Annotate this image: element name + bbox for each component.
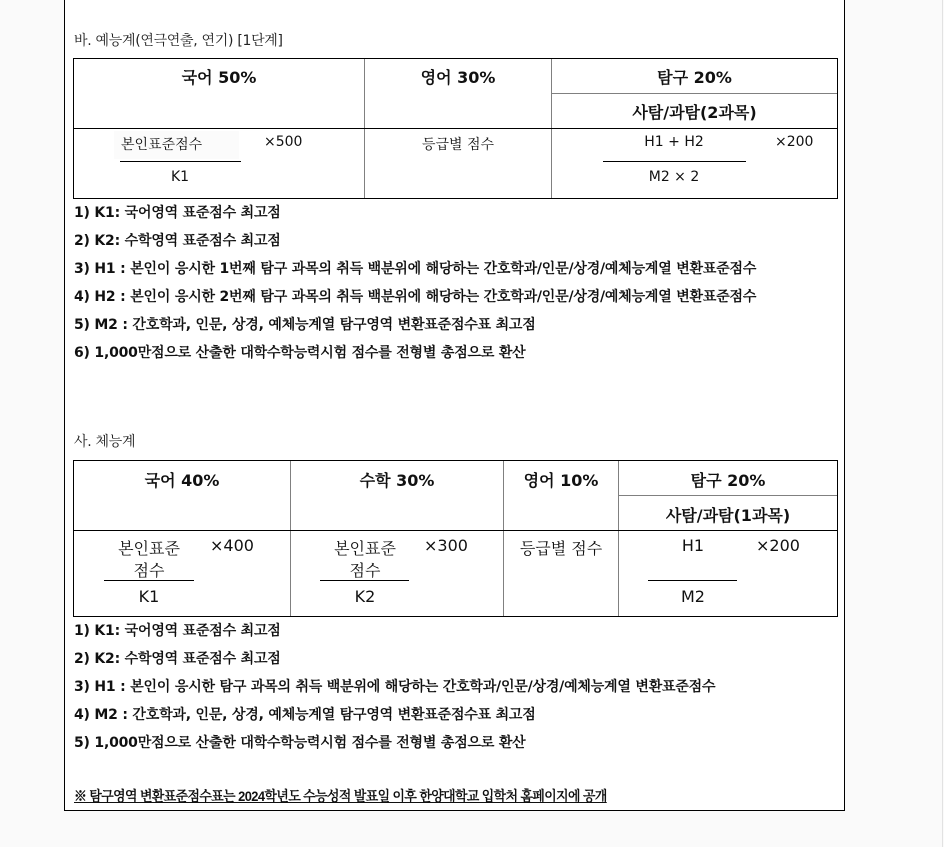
note-item: 6) 1,000만점으로 산출한 대학수학능력시험 점수를 전형별 총점으로 환산 [74, 345, 526, 361]
inquiry-numerator: H1 [681, 536, 705, 555]
inquiry-multiplier: ×200 [756, 536, 800, 555]
korean-multiplier: ×500 [264, 134, 303, 150]
notes-arts [74, 203, 756, 371]
note-item: 4) M2 : 간호학과, 인문, 상경, 예체능계열 탐구영역 변환표준점수표 최고점 [74, 707, 536, 723]
header-inquiry-sub: 사탐/과탐(1과목) [665, 506, 791, 525]
score-table-arts [73, 58, 838, 199]
korean-multiplier: ×400 [210, 536, 254, 555]
header-inquiry-sub: 사탐/과탐(2과목) [632, 103, 757, 122]
note-item: 5) 1,000만점으로 산출한 대학수학능력시험 점수를 전형별 총점으로 환산 [74, 735, 526, 751]
korean-denominator: K1 [138, 587, 160, 606]
note-item: 4) H2 : 본인이 응시한 2번째 탐구 과목의 취득 백분위에 해당하는 간호학과/인문/상경/예체능계열 변환표준점수 [74, 289, 757, 305]
fraction-line [104, 580, 194, 581]
note-item: 1) K1: 국어영역 표준점수 최고점 [74, 623, 281, 639]
fraction-line [603, 161, 746, 162]
note-item: 3) H1 : 본인이 응시한 탐구 과목의 취득 백분위에 해당하는 간호학과/인문/상경/예체능계열 변환표준점수 [74, 679, 716, 695]
english-value: 등급별 점수 [421, 137, 495, 153]
note-item: 2) K2: 수학영역 표준점수 최고점 [74, 651, 281, 667]
fraction-line [120, 161, 241, 162]
header-inquiry: 탐구 20% [657, 68, 732, 87]
note-item: 1) K1: 국어영역 표준점수 최고점 [74, 205, 281, 221]
fraction-line [648, 580, 737, 581]
header-english: 영어 10% [523, 471, 599, 490]
math-numerator: 본인표준 [334, 539, 396, 558]
note-item: 2) K2: 수학영역 표준점수 최고점 [74, 233, 281, 249]
math-numerator-cont: 점수 [349, 561, 381, 580]
math-denominator: K2 [354, 587, 376, 606]
inquiry-numerator: H1 + H2 [644, 134, 704, 150]
section-title-arts: 바. 예능계(연극연출, 연기) [1단계] [74, 33, 283, 49]
inquiry-denominator: M2 × 2 [648, 169, 700, 185]
note-item: 5) M2 : 간호학과, 인문, 상경, 예체능계열 탐구영역 변환표준점수표 최고점 [74, 317, 536, 333]
korean-denominator: K1 [171, 169, 190, 185]
note-item: 3) H1 : 본인이 응시한 1번째 탐구 과목의 취득 백분위에 해당하는 간호학과/인문/상경/예체능계열 변환표준점수 [74, 261, 757, 277]
korean-numerator: 본인표준점수 [121, 137, 203, 153]
korean-numerator-cont: 점수 [133, 561, 165, 580]
header-korean: 국어 50% [181, 68, 257, 87]
header-english: 영어 30% [420, 68, 496, 87]
window-edge [942, 0, 943, 847]
section-title-physical: 사. 체능계 [74, 434, 136, 450]
header-korean: 국어 40% [144, 471, 220, 490]
notes-physical [74, 621, 715, 761]
fraction-line [320, 580, 409, 581]
inquiry-denominator: M2 [681, 587, 705, 606]
header-inquiry: 탐구 20% [690, 471, 766, 490]
header-math: 수학 30% [359, 471, 435, 490]
score-table-physical [73, 460, 838, 617]
footnote: ※ 탐구영역 변환표준점수표는 2024학년도 수능성적 발표일 이후 한양대학교 입학처 홈페이지에 공개 [74, 788, 607, 804]
math-multiplier: ×300 [424, 536, 468, 555]
korean-numerator: 본인표준 [118, 539, 180, 558]
document-page [64, 0, 845, 811]
inquiry-multiplier: ×200 [775, 134, 814, 150]
english-value: 등급별 점수 [519, 539, 603, 558]
